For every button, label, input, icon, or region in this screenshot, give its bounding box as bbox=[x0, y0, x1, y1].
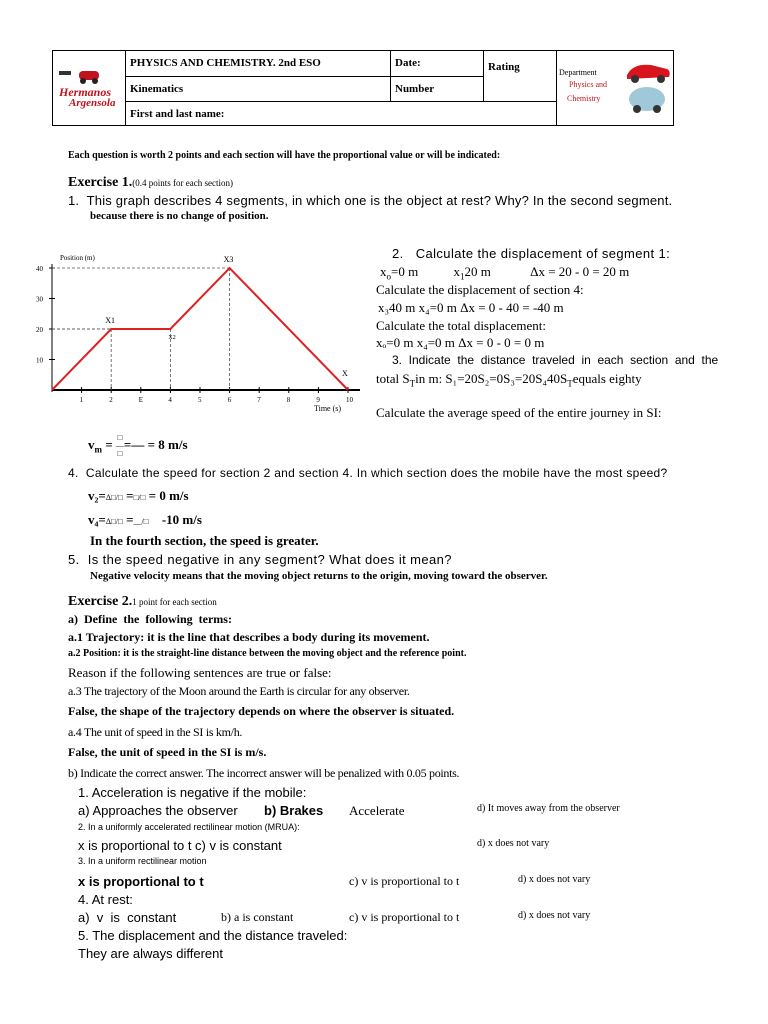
y-tick-label: 10 bbox=[36, 356, 43, 365]
ex2-b3-d: d) x does not vary bbox=[518, 874, 591, 885]
x-tick-label: 5 bbox=[198, 396, 202, 404]
subject-cell: PHYSICS AND CHEMISTRY. 2nd ESO bbox=[126, 51, 391, 77]
logo-line1: Hermanos bbox=[59, 85, 112, 99]
x-tick-label: 7 bbox=[257, 396, 261, 404]
department-label: Department bbox=[559, 68, 597, 77]
q5: 5. Is the speed negative in any segment? What does it mean? bbox=[68, 552, 452, 567]
x-tick-label: 6 bbox=[227, 396, 232, 404]
ex2-b4: 4. At rest: bbox=[78, 892, 133, 907]
chart-xlabel: Time (s) bbox=[314, 404, 342, 413]
point-label: X1 bbox=[105, 316, 115, 325]
vm-fraction: □ — □ bbox=[115, 433, 124, 458]
v2-formula: v₂=Δ□/□ =□/□ = 0 m/s bbox=[88, 488, 189, 503]
x-tick-label: 1 bbox=[79, 396, 84, 404]
header-table bbox=[52, 50, 674, 126]
point-label: X3 bbox=[223, 255, 234, 264]
x-tick-label: E bbox=[138, 396, 144, 404]
q2-sec4: Calculate the displacement of section 4: bbox=[376, 282, 584, 297]
ex2-b2-d: d) x does not vary bbox=[477, 838, 550, 849]
q2-total-values: xₒ=0 m x₄=0 m Δx = 0 - 0 = 0 m bbox=[376, 335, 545, 350]
q2-total: Calculate the total displacement: bbox=[376, 318, 547, 333]
logo-line2: Argensola bbox=[69, 97, 116, 109]
ex2-a2: a.2 Position: it is the straight-line distance between the moving object and the reference point. bbox=[68, 648, 467, 659]
ex2-b1-b: b) Brakes bbox=[264, 803, 324, 818]
ex2-b1-a: a) Approaches the observer bbox=[78, 803, 238, 818]
point-label: X bbox=[342, 369, 348, 378]
q3-total: total $S_Tin$ m: $S_1=20S_2=0S_3=20S_440S_Tequals$ eighty bbox=[376, 371, 642, 389]
number-label: Number bbox=[391, 76, 484, 102]
name-label: First and last name: bbox=[126, 102, 557, 126]
ex2-a4: a.4 The unit of speed in the SI is km/h. bbox=[68, 725, 243, 739]
q5-answer: Negative velocity means that the moving object returns to the origin, moving toward the observer. bbox=[90, 570, 548, 582]
ex2-b4-c: c) v is proportional to t bbox=[349, 910, 460, 924]
vm-formula: $v_m$ = □ — □=— = 8 m/s bbox=[88, 433, 188, 458]
ex2-b3-c: c) v is proportional to t bbox=[349, 874, 460, 888]
cars-icon bbox=[623, 57, 673, 121]
rating-label: Rating bbox=[484, 51, 557, 102]
x-tick-label: 2 bbox=[109, 396, 113, 404]
ex2-b4-d: d) x does not vary bbox=[518, 910, 591, 921]
department-cell bbox=[557, 51, 674, 126]
ex2-a3: a.3 The trajectory of the Moon around the Earth is circular for any observer. bbox=[68, 684, 410, 698]
department-name-2: Chemistry bbox=[567, 94, 601, 103]
exercise1-title: Exercise 1.(0.4 points for each section) bbox=[68, 175, 233, 190]
ex2-b2-opts: x is proportional to t c) v is constant bbox=[78, 838, 282, 853]
point-label: X2 bbox=[168, 335, 176, 341]
topic-cell: Kinematics bbox=[126, 76, 391, 102]
chart-ylabel: Position (m) bbox=[60, 254, 95, 262]
ex2-b2: 2. In a uniformly accelerated rectilinear motion (MRUA): bbox=[78, 822, 300, 832]
q1-answer: because there is no change of position. bbox=[90, 210, 269, 222]
x-tick-label: 8 bbox=[286, 396, 291, 404]
position-series-line bbox=[52, 268, 348, 390]
y-tick-label: 40 bbox=[36, 265, 43, 273]
avg-speed-question: Calculate the average speed of the entire journey in SI: bbox=[376, 405, 662, 420]
q4-answer: In the fourth section, the speed is greater. bbox=[90, 533, 319, 548]
ex2-a3-answer: False, the shape of the trajectory depends on where the observer is situated. bbox=[68, 704, 455, 718]
ex2-a-label: a) Define the following terms: bbox=[68, 612, 232, 626]
ex2-b3: 3. In a uniform rectilinear motion bbox=[78, 856, 207, 866]
q2-seg1-values: $x_o=0$ m $x_120$ m Δx = 20 - 0 = 20 m bbox=[380, 264, 630, 282]
date-label: Date: bbox=[391, 51, 484, 77]
ex2-b4-b: b) a is constant bbox=[221, 910, 294, 924]
q2: 2. Calculate the displacement of segment 1: bbox=[392, 246, 671, 261]
y-tick-label: 20 bbox=[36, 326, 43, 334]
school-logo bbox=[53, 51, 126, 126]
x-tick-label: 4 bbox=[168, 396, 172, 404]
y-tick-label: 30 bbox=[36, 295, 43, 304]
instructions: Each question is worth 2 points and each section will have the proportional value or will be indicated: bbox=[68, 150, 501, 161]
ex2-b5: 5. The displacement and the distance traveled: bbox=[78, 928, 348, 943]
q3: 3. Indicate the distance traveled in each section and the bbox=[392, 353, 719, 367]
department-name-1: Physics and bbox=[569, 80, 607, 89]
ex2-reason: Reason if the following sentences are true or false: bbox=[68, 665, 332, 680]
exercise2-note: 1 point for each section bbox=[132, 597, 217, 607]
ex2-a4-answer: False, the unit of speed in the SI is m/s. bbox=[68, 745, 267, 759]
v4-formula: v₄=Δ□/□ =__/□ -10 m/s bbox=[88, 512, 202, 527]
x-tick-label: 10 bbox=[346, 396, 353, 404]
q1: 1. This graph describes 4 segments, in which one is the object at rest? Why? In the second segment. bbox=[68, 193, 673, 208]
x-tick-label: 9 bbox=[316, 396, 320, 404]
ex2-b1-c: Accelerate bbox=[349, 803, 405, 818]
q2-sec4-values: x₃40 m x₄=0 m Δx = 0 - 40 = -40 m bbox=[378, 300, 564, 315]
exercise1-note: (0.4 points for each section) bbox=[132, 178, 233, 188]
position-time-chart bbox=[30, 252, 370, 422]
ex2-b5-a: They are always different bbox=[78, 946, 223, 961]
ex2-b4-a: a) v is constant bbox=[78, 910, 177, 925]
ex2-b1: 1. Acceleration is negative if the mobile: bbox=[78, 785, 307, 800]
ex2-a1: a.1 Trajectory: it is the line that describes a body during its movement. bbox=[68, 630, 430, 644]
ex2-b-label: b) Indicate the correct answer. The incorrect answer will be penalized with 0.05 points. bbox=[68, 766, 460, 780]
ex2-b1-d: d) It moves away from the observer bbox=[477, 803, 620, 814]
q4: 4. Calculate the speed for section 2 and section 4. In which section does the mobile have the most speed? bbox=[68, 466, 668, 480]
exercise2-title: Exercise 2.1 point for each section bbox=[68, 594, 217, 609]
ex2-b3-a: x is proportional to t bbox=[78, 874, 204, 889]
